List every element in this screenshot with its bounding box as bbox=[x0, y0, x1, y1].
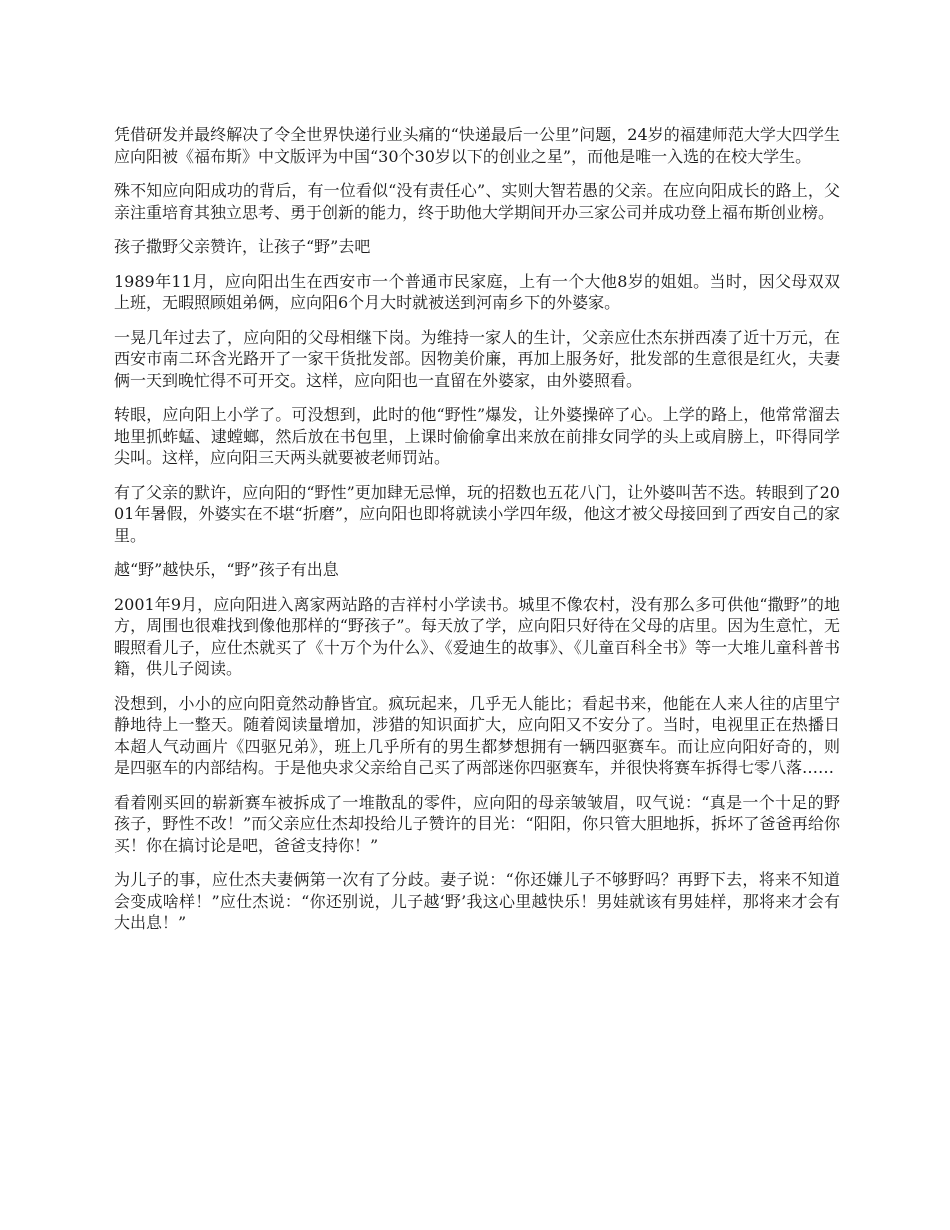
document-body bbox=[114, 124, 840, 947]
section-heading-1: 孩子撒野父亲赞许，让孩子“野”去吧 bbox=[114, 237, 371, 256]
section-heading-2: 越“野”越快乐，“野”孩子有出息 bbox=[114, 560, 339, 579]
paragraph-parents-business: 一晃几年过去了，应向阳的父母相继下岗。为维持一家人的生计，父亲应仕杰东拼西凑了近十万元，在西安市南二环含光路开了一家干货批发部。因物美价廉，再加上服务好，批发部的生意很是红火，夫妻俩一天到晚忙得不可开交。这样，应向阳也一直留在外婆家，由外婆照看。 bbox=[114, 327, 840, 390]
paragraph-father-background: 殊不知应向阳成功的背后，有一位看似“没有责任心”、实则大智若愚的父亲。在应向阳成长的路上，父亲注重培育其独立思考、勇于创新的能力，终于助他大学期间开办三家公司并成功登上福布斯创业榜。 bbox=[114, 181, 840, 222]
paragraph-parents-reaction: 看着刚买回的崭新赛车被拆成了一堆散乱的零件，应向阳的母亲皱皱眉，叹气说：“真是一个十足的野孩子，野性不改！”而父亲应仕杰却投给儿子赞许的目光：“阳阳，你只管大胆地拆，拆坏了爸爸再给你买！你在搞讨论是吧，爸爸支持你！” bbox=[114, 792, 840, 855]
paragraph-reading-and-cars: 没想到，小小的应向阳竟然动静皆宜。疯玩起来，几乎无人能比；看起书来，他能在人来人往的店里宁静地待上一整天。随着阅读量增加，涉猎的知识面扩大，应向阳又不安分了。当时，电视里正在热播日本超人气动画片《四驱兄弟》，班上几乎所有的男生都梦想拥有一辆四驱赛车。而让应向阳好奇的，则是四驱车的内部结构。于是他央求父亲给自己买了两部迷你四驱赛车，并很快将赛车拆得七零八落…… bbox=[114, 693, 840, 777]
paragraph-primary-school: 转眼，应向阳上小学了。可没想到，此时的他“野性”爆发，让外婆操碎了心。上学的路上，他常常溜去地里抓蚱蜢、逮螳螂，然后放在书包里，上课时偷偷拿出来放在前排女同学的头上或肩膀上，吓得同学尖叫。这样，应向阳三天两头就要被老师罚站。 bbox=[114, 405, 840, 467]
paragraph-disagreement: 为儿子的事，应仕杰夫妻俩第一次有了分歧。妻子说：“你还嫌儿子不够野吗？再野下去，将来不知道会变成啥样！”应仕杰说：“你还别说，儿子越‘野’我这心里越快乐！男娃就该有男娃样，那将来才会有大出息！” bbox=[114, 870, 840, 932]
paragraph-intro: 凭借研发并最终解决了令全世界快递行业头痛的“快递最后一公里”问题，24岁的福建师范大学大四学生应向阳被《福布斯》中文版评为中国“30个30岁以下的创业之星”，而他是唯一入选的在校大学生。 bbox=[114, 125, 840, 166]
paragraph-father-approval: 有了父亲的默许，应向阳的“野性”更加肆无忌惮，玩的招数也五花八门，让外婆叫苦不迭。转眼到了2001年暑假，外婆实在不堪“折磨”，应向阳也即将就读小学四年级，他这才被父母接回到了西安自己的家里。 bbox=[114, 482, 840, 545]
paragraph-birth: 1989年11月，应向阳出生在西安市一个普通市民家庭，上有一个大他8岁的姐姐。当时，因父母双双上班，无暇照顾姐弟俩，应向阳6个月大时就被送到河南乡下的外婆家。 bbox=[114, 271, 840, 312]
paragraph-city-school: 2001年9月，应向阳进入离家两站路的吉祥村小学读书。城里不像农村，没有那么多可供他“撒野”的地方，周围也很难找到像他那样的“野孩子”。每天放了学，应向阳只好待在父母的店里。因为生意忙，无暇照看儿子，应仕杰就买了《十万个为什么》、《爱迪生的故事》、《儿童百科全书》等一大堆儿童科普书籍，供儿子阅读。 bbox=[114, 594, 840, 678]
